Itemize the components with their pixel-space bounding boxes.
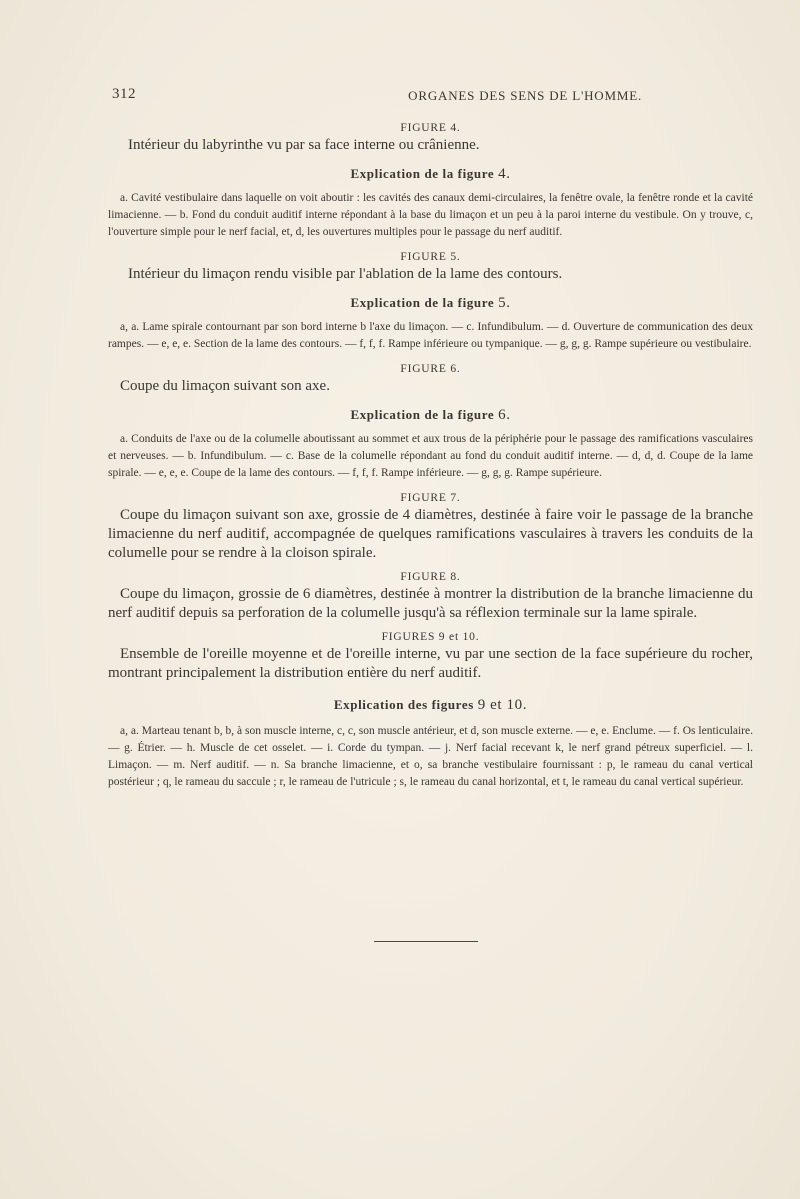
explication-heading-number: 4. (498, 166, 511, 182)
explication-heading (108, 166, 753, 183)
explication-heading (108, 697, 753, 714)
explication-heading-text: Explication des figures (333, 697, 474, 712)
figure-label: FIGURE 5. (400, 251, 461, 263)
figure-label: FIGURE 6. (400, 363, 461, 375)
explication-heading-number: 9 et 10. (477, 697, 528, 713)
explication-text: a. Cavité vestibulaire dans laquelle on voit aboutir : les cavités des canaux demi-circulaires, la fenêtre ovale, la fenêtre ronde et la cavité limacienne. — b. Fond du conduit auditif interne répondant à la base du limaçon et un peu à la paroi interne du vestibule. On y trouve, c, l'ouverture simple pour le nerf facial, et, d, les ouvertures multiples pour le passage du nerf auditif. (108, 192, 753, 238)
running-title: ORGANES DES SENS DE L'HOMME. (408, 88, 642, 103)
explication-text: a, a. Marteau tenant b, b, à son muscle interne, c, c, son muscle antérieur, et d, son muscle externe. — e, e. Enclume. — f. Os lenticulaire. — g. Étrier. — h. Muscle de cet osselet. — i. Corde du tympan. — j. Nerf facial recevant k, le nerf grand pétreux superficiel. — l. Limaçon. — m. Nerf auditif. — n. Sa branche limacienne, et o, sa branche vestibulaire fournissant : p, le rameau du canal vertical postérieur ; q, le rameau du saccule ; r, le rameau de l'utricule ; s, le rameau du canal horizontal, et t, le rameau du canal vertical supérieur. (108, 725, 753, 788)
explication-heading-text: Explication de la figure (350, 407, 495, 422)
explication-heading-text: Explication de la figure (350, 166, 495, 181)
figure-title: Coupe du limaçon suivant son axe. (120, 378, 330, 394)
explication-heading-number: 6. (498, 407, 511, 423)
figure-title: Intérieur du labyrinthe vu par sa face interne ou crânienne. (128, 137, 480, 153)
page-content (108, 118, 753, 791)
page-number: 312 (112, 86, 136, 102)
explication-heading-text: Explication de la figure (350, 295, 495, 310)
figure-label: FIGURE 8. (400, 571, 461, 583)
figure-title: Ensemble de l'oreille moyenne et de l'oreille interne, vu par une section de la face supérieure du rocher, montrant principalement la distribution entière du nerf auditif. (108, 646, 753, 681)
explication-text: a. Conduits de l'axe ou de la columelle aboutissant au sommet et aux trous de la périphérie pour le passage des ramifications vasculaires et nerveuses. — b. Infundibulum. — c. Base de la columelle répondant au fond du conduit auditif interne. — d, d, d. Coupe de la lame spirale. — e, e, e. Coupe de la lame des contours. — f, f, f. Rampe inférieure. — g, g, g. Rampe supérieure. (108, 433, 753, 479)
figure-title: Intérieur du limaçon rendu visible par l'ablation de la lame des contours. (128, 266, 563, 282)
figure-title: Coupe du limaçon, grossie de 6 diamètres, destinée à montrer la distribution de la branche limacienne du nerf auditif depuis sa perforation de la columelle jusqu'à sa réflexion terminale sur la lame spirale. (108, 586, 753, 621)
explication-text: a, a. Lame spirale contournant par son bord interne b l'axe du limaçon. — c. Infundibulum. — d. Ouverture de communication des deux rampes. — e, e, e. Section de la lame des contours. — f, f, f. Rampe inférieure ou tympanique. — g, g, g. Rampe supérieure ou vestibulaire. (108, 321, 753, 350)
figure-label: FIGURE 7. (400, 492, 461, 504)
explication-heading (108, 407, 753, 424)
explication-heading (108, 295, 753, 312)
end-rule (374, 941, 478, 942)
figure-label: FIGURES 9 et 10. (381, 631, 480, 643)
page-header (112, 86, 702, 108)
figure-title: Coupe du limaçon suivant son axe, grossie de 4 diamètres, destinée à faire voir le passage de la branche limacienne du nerf auditif, accompagnée de quelques ramifications vasculaires à travers les conduits de la columelle pour se rendre à la cloison spirale. (108, 507, 753, 561)
explication-heading-number: 5. (498, 295, 511, 311)
figure-label: FIGURE 4. (400, 122, 461, 134)
